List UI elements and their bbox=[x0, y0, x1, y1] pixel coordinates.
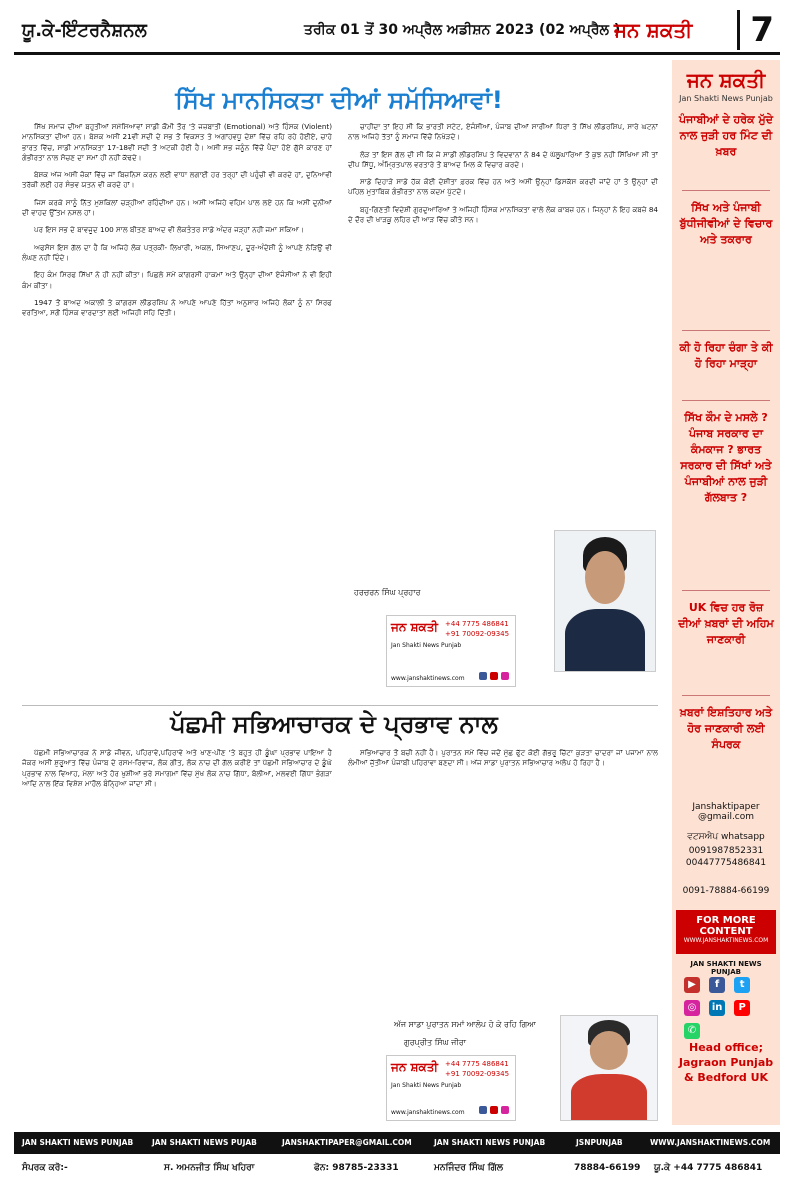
author-photo bbox=[554, 530, 656, 672]
ad-brand: ਜਨ ਸ਼ਕਤੀ bbox=[391, 1060, 438, 1074]
social-icons bbox=[478, 672, 509, 682]
divider bbox=[682, 590, 770, 591]
article2-caption: ਅੱਜ ਸਾਡਾ ਪੁਰਾਤਨ ਸਮਾਂ ਆਲੋਪ ਹੋ ਕੇ ਰਹਿ ਗਿਆ bbox=[394, 1020, 536, 1029]
contact-name-1: ਸ. ਅਮਨਜੀਤ ਸਿੰਘ ਖਹਿਰਾ bbox=[164, 1163, 255, 1173]
whatsapp-label: ਵਟਸਐਪ whatsapp bbox=[687, 832, 765, 842]
whatsapp-icon[interactable]: ✆ bbox=[684, 1023, 700, 1039]
sidebar-block: ਪੰਜਾਬੀਆਂ ਦੇ ਹਰੇਕ ਮੁੱਦੇ ਨਾਲ ਜੁੜੀ ਹਰ ਮਿੰਟ ਦੀ ਖ਼ਬਰ bbox=[679, 113, 773, 158]
article1-title: ਸਿੱਖ ਮਾਨਸਿਕਤਾ ਦੀਆਂ ਸਮੱਸਿਆਵਾਂ! bbox=[175, 86, 503, 114]
paragraph: ਜਿਸ ਕਰਕੇ ਸਾਨੂੰ ਨਿੱਤ ਮੁਸ਼ਕਿਲਾਂ ਚੜ੍ਹੀਆਂ ਰਹਿੰਦੀਆਂ ਹਨ। ਅਸੀਂ ਅਜਿਹੇ ਵਹਿਮ ਪਾਲ ਲਏ ਹਨ ਕਿ ਅਸੀਂ ਦੁਨੀਆਂ ਦੀ ਵਾਹਦ ਉੱਤਮ ਨਸਲ ਹਾਂ। bbox=[22, 197, 332, 218]
instagram-icon bbox=[501, 672, 509, 680]
article2-column-2 bbox=[348, 748, 658, 1026]
head-office: Head office; Jagraon Punjab & Bedford UK bbox=[678, 1041, 774, 1084]
paragraph: ਪਰ ਇਸ ਸਭ ਦੇ ਬਾਵਜੂਦ 100 ਸਾਲ ਬੀਤਣ ਬਾਅਦ ਵੀ ਲੋਕਤੰਤਰ ਸਾਡੇ ਅੰਦਰ ਜੜ੍ਹਾਂ ਨਹੀਂ ਜਮਾ ਸਕਿਆ। bbox=[34, 225, 304, 235]
jsn-label: JAN SHAKTI NEWS PUNJAB bbox=[690, 960, 762, 976]
footer-links-bar bbox=[14, 1132, 780, 1154]
ad-phone-2: +91 70092-09345 bbox=[445, 630, 510, 638]
paragraph: ਇਹ ਕੰਮ ਸਿਰਫ ਸਿੱਖਾਂ ਨੇ ਹੀ ਨਹੀਂ ਕੀਤਾ। ਪਿਛਲੇ ਸਮੇਂ ਕਾਂਗਰਸੀ ਹਾਕਮਾਂ ਅਤੇ ਉਨ੍ਹਾਂ ਦੀਆਂ ਏਜੰਸੀਆਂ ਨੇ ਵੀ ਇਹੀ ਕੰਮ ਕੀਤਾ। bbox=[22, 270, 332, 290]
more-content-label: FOR MORE CONTENT bbox=[696, 915, 756, 937]
contact-phone-1: ਫੋਨ: 98785-23331 bbox=[314, 1163, 399, 1173]
paragraph: ਬੇਸ਼ਕ ਅੱਜ ਅਸੀਂ ਜ਼ੋਕਾਂ ਵਿੱਚ ਜਾਂ ਬਿਜ਼ਨਿਸ ਕਰਨ ਲਈ ਵਾਧਾ ਲਗਾਈ ਹਰ ਤਰ੍ਹਾਂ ਦੀ ਪਹੁੰਚੀ ਵੀ ਕਰਦੇ ਹਾਂ, ਦੁਨਿਆਵੀ ਤਰੱਕੀ ਲਈ ਹਰ ਸੰਭਵ ਯਤਨ ਵੀ ਕਰਦੇ ਹਾਂ। bbox=[22, 170, 332, 190]
page-header bbox=[14, 8, 780, 55]
more-content-button[interactable] bbox=[676, 910, 776, 954]
divider bbox=[682, 190, 770, 191]
jan-shakti-ad bbox=[386, 1055, 516, 1121]
more-content-url: WWW.JANSHAKTINEWS.COM bbox=[683, 937, 769, 944]
paragraph: ਚਾਹੀਦਾ ਤਾਂ ਇਹ ਸੀ ਕਿ ਭਾਰਤੀ ਸਟੇਟ, ਏਜੰਸੀਆਂ, ਪੰਜਾਬ ਦੀਆਂ ਸਾਰੀਆਂ ਧਿਰਾਂ ਤੇ ਸਿੱਖ ਲੀਡਰਸ਼ਿਪ, ਸਾਰੇ ਘਟਨਾਂ ਨਾਲ ਅਜਿਹੇ ਤੱਤਾਂ ਨੂੰ ਸਮਾਜ ਵਿੱਚੋਂ ਨਿਖੇੜਦੇ। bbox=[348, 122, 658, 142]
paragraph: ਸਾਡੇ ਦਿਹਾੜੇ ਸਾਡੇ ਹੱਕ ਕੋਈ ਦੇਸ਼ੀਤਾ ਫ਼ਰਕ ਵਿੱਚ ਹਨ ਅਤੇ ਅਸੀਂ ਉਨ੍ਹਾਂ ਡਿਸਕੱਸ ਕਰਦੀ ਜਾਂਦੇ ਹਾਂ ਤੇ ਉਨ੍ਹਾਂ ਦੀ ਪਹਿਲ ਮੁਤਾਬਿਕ ਗੰਭੀਰਤਾ ਨਾਲ ਕਦਮ ਪੁੱਟਦੇ। bbox=[348, 177, 658, 197]
footer-link-twitter[interactable]: JSNPUNJAB bbox=[576, 1138, 623, 1147]
page-footer bbox=[14, 1130, 780, 1190]
page-number: 7 bbox=[737, 10, 774, 50]
divider bbox=[682, 330, 770, 331]
paragraph: ਸਿੱਖ ਸਮਾਜ ਦੀਆਂ ਬਹੁਤੀਆਂ ਸਮੱਸਿਆਵਾਂ ਸਾਡੀ ਕੌਮੀ ਤੌਰ 'ਤੇ ਜਜ਼ਬਾਤੀ (Emotional) ਅਤੇ ਹਿੰਸਕ (Violent) ਮਾਨਸਿਕਤਾ ਦੀਆਂ ਹਨ। ਬੇਸ਼ਕ ਅਸੀਂ 21ਵੀਂ ਸਦੀ ਦੇ ਸਭ ਤੋਂ ਵਿਕਸਤ ਤੇ ਅਗਾਂਹਵਧੂ ਦੇਸ਼ਾਂ ਵਿੱਚ ਰਹਿ ਰਹੇ ਹੋਈਏ, ਚਾਹੇ ਭਾਰਤ ਵਿੱਚ, ਸਾਡੀ ਮਾਨਸਿਕਤਾ 17-18ਵੀਂ ਸਦੀ ਤੋਂ ਅਟਕੀ ਹੋਈ ਹੈ। ਅਸੀਂ ਸਭ ਜਨੂੰਨ ਵਿੱਚੋਂ ਪੈਦਾ ਹੋਏ ਗੁੱਸੇ ਕਾਰਣ ਹਾਂ ਗੰਭੀਰਤਾ ਨਾਲ ਸੋਚਣ ਦਾ ਸਮਾਂ ਹੀ ਨਹੀਂ ਕੱਢਦੇ। bbox=[22, 122, 332, 162]
article1-column-1 bbox=[22, 122, 332, 687]
paragraph: ਬਹੁ-ਗਿਣਤੀ ਵਿਦੇਸ਼ੀ ਗੁਰਦੁਆਰਿਆਂ ਤੇ ਅਜਿਹੀ ਹਿੰਸਕ ਮਾਨਸਿਕਤਾ ਵਾਲੇ ਲੋਕ ਕਾਬਜ਼ ਹਨ। ਜਿਨ੍ਹਾਂ ਨੇ ਇਹ ਕਬਜ਼ੇ 84 ਦੇ ਦੌਰ ਦੀ ਖਾੜਕੂ ਲਹਿਰ ਦੀ ਆੜ ਵਿੱਚ ਕੀਤੇ ਸਨ। bbox=[348, 204, 658, 225]
ad-url: www.janshaktinews.com bbox=[391, 1109, 465, 1116]
youtube-icon[interactable]: ▶ bbox=[684, 977, 700, 993]
edition-date: ਤਰੀਕ 01 ਤੋਂ 30 ਅਪ੍ਰੈਲ ਅਡੀਸ਼ਨ 2023 (02 ਅਪ੍ਰੈਲ ) bbox=[304, 22, 621, 38]
sidebar-block: ਸਿੱਖ ਅਤੇ ਪੰਜਾਬੀ ਬੁੱਧੀਜੀਵੀਆਂ ਦੇ ਵਿਚਾਰ ਅਤੇ ਤਕਰਾਰ bbox=[679, 201, 773, 246]
article-divider bbox=[22, 705, 658, 706]
whatsapp-number-1: 0091987852331 bbox=[688, 846, 764, 856]
ad-name: Jan Shakti News Punjab bbox=[391, 1082, 462, 1089]
footer-link-facebook[interactable]: JAN SHAKTI NEWS PUJAB bbox=[152, 1138, 257, 1147]
twitter-icon[interactable]: t bbox=[734, 977, 750, 993]
whatsapp-number-2: 00447775486841 bbox=[685, 858, 767, 868]
paragraph: ਪੱਛਮੀ ਸਭਿਆਚਾਰਕ ਨੇ ਸਾਡੇ ਜੀਵਨ, ਪਹਿਰਾਵੇ,ਪਹਿਰਾਵੇ ਅਤੇ ਖਾਣ-ਪੀਣ 'ਤੇ ਬਹੁਤ ਹੀ ਡੂੰਘਾ ਪ੍ਰਭਾਵ ਪਾਇਆ ਹੈ ਜੋਕਰ ਅਸੀਂ ਸ਼ੁਰੂਆਤ ਵਿੱਚ ਪੰਜਾਬ ਦੇ ਰਸਮ-ਰਿਵਾਜ, ਲੋਕ ਗੀਤ, ਲੋਕ ਨਾਚ ਦੀ ਗੱਲ ਕਰੀਏ ਤਾਂ ਪੱਛਮੀ ਸਭਿਆਚਾਰ ਦੇ ਡੂੰਘੇ ਪ੍ਰਭਾਵ ਨਾਲ ਵਿਆਹ, ਮੇਲਾ ਅਤੇ ਹੋਰ ਖੁਸ਼ੀਆਂ ਭਰੇ ਸਮਾਗਮਾਂ ਵਿੱਚ ਮੁੱਖ ਲੋਕ ਨਾਚ ਗਿੱਧਾ, ਬੋਲੀਆਂ, ਮਲਵਈ ਗਿੱਧਾ ਭੰਗੜਾ ਆਦਿ ਨਾਲ ਇੱਕ ਵਿਸ਼ੇਸ਼ ਮਾਹੌਲ ਬੰਨ੍ਹਿਆ ਜਾਂਦਾ ਸੀ। bbox=[22, 748, 332, 788]
instagram-icon bbox=[501, 1106, 509, 1114]
sidebar-block: ਸਿੱਖ ਕੌਮ ਦੇ ਮਸਲੇ ? ਪੰਜਾਬ ਸਰਕਾਰ ਦਾ ਕੰਮਕਾਜ ? ਭਾਰਤ ਸਰਕਾਰ ਦੀ ਸਿੱਖਾਂ ਅਤੇ ਪੰਜਾਬੀਆਂ ਨਾਲ ਜੁੜੀ ਗੱਲਬਾਤ ? bbox=[680, 411, 772, 504]
facebook-icon bbox=[479, 1106, 487, 1114]
footer-link-instagram[interactable]: JAN SHAKTI NEWS PUNJAB bbox=[434, 1138, 546, 1147]
paragraph: ਅਫਸੋਸ ਇਸ ਗੱਲ ਦਾ ਹੈ ਕਿ ਅਜਿਹੇ ਲੋਕ ਪਤ੍ਰਕੀ- ਲਿਖਾਰੀ, ਅਕਲ, ਸਿਆਣਪ, ਦੂਰ-ਅੰਦੇਸ਼ੀ ਨੂੰ ਆਪਣੇ ਨੇੜਿਉਂ ਵੀ ਲੰਘਣ ਨਹੀਂ ਦਿੰਦੇ। bbox=[22, 242, 332, 262]
article2-title: ਪੱਛਮੀ ਸਭਿਆਚਾਰਕ ਦੇ ਪ੍ਰਭਾਵ ਨਾਲ bbox=[170, 710, 498, 738]
contact-phone-uk: ਯੂ.ਕੇ +44 7775 486841 bbox=[654, 1163, 763, 1173]
linkedin-icon[interactable]: in bbox=[709, 1000, 725, 1016]
ad-name: Jan Shakti News Punjab bbox=[391, 642, 462, 649]
footer-link-youtube[interactable]: JAN SHAKTI NEWS PUNJAB bbox=[22, 1138, 134, 1147]
social-icons bbox=[478, 1106, 509, 1116]
footer-link-website[interactable]: WWW.JANSHAKTINEWS.COM bbox=[650, 1138, 771, 1147]
facebook-icon[interactable]: f bbox=[709, 977, 725, 993]
sidebar-block: UK ਵਿਚ ਹਰ ਰੋਜ਼ ਦੀਆਂ ਖ਼ਬਰਾਂ ਦੀ ਅਹਿਮ ਜਾਣਕਾਰੀ bbox=[678, 601, 774, 646]
article2-author: ਗੁਰਪ੍ਰੀਤ ਸਿੰਘ ਜੀਰਾ bbox=[404, 1038, 466, 1047]
ad-phone-1: +44 7775 486841 bbox=[445, 1060, 509, 1068]
article1-author: ਹਰਚਰਨ ਸਿੰਘ ਪ੍ਰਹਾਰ bbox=[354, 588, 421, 597]
sidebar-logo: ਜਨ ਸ਼ਕਤੀ bbox=[686, 68, 766, 92]
divider bbox=[682, 695, 770, 696]
footer-contact-row bbox=[14, 1160, 780, 1180]
footer-link-email[interactable]: JANSHAKTIPAPER@GMAIL.COM bbox=[282, 1138, 412, 1147]
masthead-logo: ਜਨ ਸ਼ਕਤੀ bbox=[614, 18, 693, 42]
youtube-icon bbox=[490, 1106, 498, 1114]
pinterest-icon[interactable]: P bbox=[734, 1000, 750, 1016]
main-content bbox=[14, 60, 664, 1125]
sidebar-subtitle: Jan Shakti News Punjab bbox=[679, 94, 773, 103]
paragraph: ਸਭਿਆਚਾਰ ਤੋਂ ਬਚੀ ਨਹੀਂ ਹੈ। ਪੁਰਾਤਨ ਸਮੇਂ ਵਿੱਚ ਜਦੋਂ ਮੁੱਛ ਫੁੱਟ ਕੋਈ ਗੱਭਰੂ ਚਿੱਟਾ ਕੁੜਤਾ ਚਾਦਰਾ ਜਾਂ ਪਜਾਮਾ ਨਾਲ ਲੰਮੀਆਂ ਜੁੱਤੀਆਂ ਪੰਜਾਬੀ ਪਹਿਰਾਵਾ ਬਣਦਾ ਸੀ। ਅੱਜ ਸਾਡਾ ਪੁਰਾਤਨ ਸਭਿਆਚਾਰ ਅਲੋਪ ਹੋ ਰਿਹਾ ਹੈ। bbox=[348, 748, 658, 768]
ad-brand: ਜਨ ਸ਼ਕਤੀ bbox=[391, 620, 438, 634]
sidebar-block: ਖ਼ਬਰਾਂ ਇਸ਼ਤਿਹਾਰ ਅਤੇ ਹੋਰ ਜਾਣਕਾਰੀ ਲਈ ਸੰਪਰਕ bbox=[679, 706, 773, 751]
author-photo bbox=[560, 1015, 658, 1121]
paragraph: ਲੋੜ ਤਾਂ ਇਸ ਗੱਲ ਦੀ ਸੀ ਕਿ ਜੇ ਸਾਡੀ ਲੀਡਰਸ਼ਿਪ ਤੇ ਵਿਦਵਾਨਾਂ ਨੇ 84 ਦੇ ਘੱਲੂਘਾਰਿਆਂ ਤੋਂ ਕੁਝ ਨਹੀਂ ਸਿੱਖਿਆ ਸੀ ਤਾਂ ਦੀਪ ਸਿੱਧੂ, ਅੰਮ੍ਰਿਤਪਾਲ ਵਰਤਾਰੇ ਤੋਂ ਬਾਅਦ ਮਿਲ ਕੇ ਵਿਚਾਰ ਕਰਦੇ। bbox=[348, 149, 658, 169]
article1-column-2 bbox=[348, 122, 658, 560]
section-title: ਯੂ.ਕੇ-ਇੰਟਰਨੈਸ਼ਨਲ bbox=[22, 20, 147, 41]
contact-phone-2: 78884-66199 bbox=[574, 1163, 641, 1173]
article2-column-1 bbox=[22, 748, 332, 1118]
phone-number: 0091-78884-66199 bbox=[682, 886, 770, 896]
contact-name-2: ਮਨਜਿੰਦਰ ਸਿੰਘ ਗਿੱਲ bbox=[434, 1163, 503, 1173]
contact-label: ਸੰਪਰਕ ਕਰੋ:- bbox=[22, 1163, 68, 1173]
instagram-icon[interactable]: ◎ bbox=[684, 1000, 700, 1016]
sidebar bbox=[672, 60, 780, 1125]
jan-shakti-ad bbox=[386, 615, 516, 687]
ad-phone-1: +44 7775 486841 bbox=[445, 620, 509, 628]
facebook-icon bbox=[479, 672, 487, 680]
youtube-icon bbox=[490, 672, 498, 680]
ad-phone-2: +91 70092-09345 bbox=[445, 1070, 510, 1078]
social-icons bbox=[682, 972, 770, 1041]
ad-url: www.janshaktinews.com bbox=[391, 675, 465, 682]
paragraph: 1947 ਤੋਂ ਬਾਅਦ ਅਕਾਲੀ ਤੇ ਕਾਂਗਰਸ ਲੀਡਰਸ਼ਿਪ ਨੇ ਆਪਣੇ ਆਪਣੇ ਹਿੱਤਾਂ ਅਨੁਸਾਰ ਅਜਿਹੇ ਲੋਕਾਂ ਨੂੰ ਨਾ ਸਿਰਫ ਵਰਤਿਆ, ਸਗੋਂ ਹਿੰਸਕ ਵਾਰਦਾਤਾਂ ਲਈ ਅਜਿਹੀ ਸਹਿ ਦਿੱਤੀ। bbox=[22, 297, 332, 318]
divider bbox=[682, 400, 770, 401]
sidebar-block: ਕੀ ਹੋ ਰਿਹਾ ਚੰਗਾ ਤੇ ਕੀ ਹੋ ਰਿਹਾ ਮਾੜ੍ਹਾ bbox=[679, 341, 773, 370]
email-text[interactable]: Janshaktipaper @gmail.com bbox=[692, 802, 760, 822]
